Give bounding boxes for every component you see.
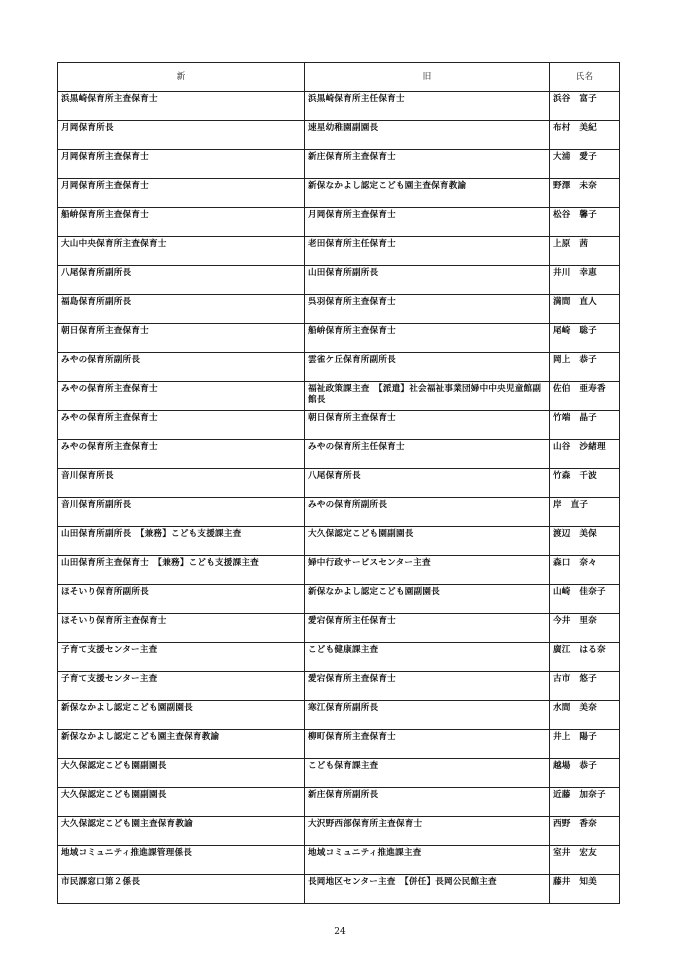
cell-new-position: 地域コミュニティ推進課管理係長	[58, 846, 305, 875]
cell-new-position: 新保なかよし認定こども園副園長	[58, 701, 305, 730]
cell-new-position: 音川保育所副所長	[58, 498, 305, 527]
cell-new-position: みやの保育所主査保育士	[58, 440, 305, 469]
cell-person-name: 山谷 沙緒理	[550, 440, 620, 469]
table-row	[58, 324, 620, 353]
table-row	[58, 237, 620, 266]
cell-new-position: 大久保認定こども園主査保育教諭	[58, 817, 305, 846]
cell-old-position: 愛宕保育所主任保育士	[305, 614, 550, 643]
cell-new-position: 朝日保育所主査保育士	[58, 324, 305, 353]
cell-person-name: 今井 里奈	[550, 614, 620, 643]
cell-person-name: 森口 奈々	[550, 556, 620, 585]
table-row	[58, 759, 620, 788]
cell-new-position: みやの保育所主査保育士	[58, 382, 305, 411]
table-row	[58, 643, 620, 672]
cell-old-position: 船峅保育所主査保育士	[305, 324, 550, 353]
table-row	[58, 469, 620, 498]
table-row	[58, 382, 620, 411]
cell-old-position: 山田保育所副所長	[305, 266, 550, 295]
table-row	[58, 527, 620, 556]
table-row	[58, 846, 620, 875]
cell-old-position: 婦中行政サービスセンター主査	[305, 556, 550, 585]
cell-old-position: 月岡保育所主査保育士	[305, 208, 550, 237]
cell-person-name: 藤井 知美	[550, 875, 620, 904]
cell-person-name: 竹森 千波	[550, 469, 620, 498]
cell-person-name: 野澤 未奈	[550, 179, 620, 208]
cell-new-position: みやの保育所副所長	[58, 353, 305, 382]
cell-new-position: 船峅保育所主査保育士	[58, 208, 305, 237]
table-row	[58, 614, 620, 643]
table-row	[58, 788, 620, 817]
cell-person-name: 井上 陽子	[550, 730, 620, 759]
cell-person-name: 水間 美奈	[550, 701, 620, 730]
cell-person-name: 山崎 佳奈子	[550, 585, 620, 614]
cell-person-name: 佐伯 亜寿香	[550, 382, 620, 411]
cell-new-position: 月岡保育所主査保育士	[58, 179, 305, 208]
table-row	[58, 295, 620, 324]
personnel-table	[57, 62, 620, 904]
cell-person-name: 満間 直人	[550, 295, 620, 324]
cell-new-position: 市民課窓口第２係長	[58, 875, 305, 904]
cell-person-name: 近藤 加奈子	[550, 788, 620, 817]
table-row	[58, 817, 620, 846]
cell-old-position: みやの保育所副所長	[305, 498, 550, 527]
cell-old-position: 新庄保育所副所長	[305, 788, 550, 817]
cell-old-position: 呉羽保育所主査保育士	[305, 295, 550, 324]
table-row	[58, 208, 620, 237]
table-row	[58, 440, 620, 469]
cell-person-name: 渡辺 美保	[550, 527, 620, 556]
table-row	[58, 498, 620, 527]
cell-old-position: 大沢野西部保育所主査保育士	[305, 817, 550, 846]
table-row	[58, 585, 620, 614]
table-row	[58, 179, 620, 208]
cell-new-position: 子育て支援センター主査	[58, 672, 305, 701]
cell-person-name: 古市 悠子	[550, 672, 620, 701]
cell-old-position: 浜黒崎保育所主任保育士	[305, 92, 550, 121]
table-body	[58, 92, 620, 904]
cell-old-position: 地域コミュニティ推進課主査	[305, 846, 550, 875]
cell-old-position: 新庄保育所主査保育士	[305, 150, 550, 179]
cell-old-position: 老田保育所主任保育士	[305, 237, 550, 266]
table-row	[58, 92, 620, 121]
cell-old-position: 雲雀ケ丘保育所副所長	[305, 353, 550, 382]
table-row	[58, 266, 620, 295]
header-name: 氏名	[550, 63, 620, 92]
cell-old-position: 長岡地区センター主査 【併任】長岡公民館主査	[305, 875, 550, 904]
cell-person-name: 上原 茜	[550, 237, 620, 266]
cell-person-name: 越場 恭子	[550, 759, 620, 788]
personnel-table-container	[57, 62, 619, 904]
cell-person-name: 岸 直子	[550, 498, 620, 527]
table-row	[58, 121, 620, 150]
cell-old-position: 速星幼稚園副園長	[305, 121, 550, 150]
table-row	[58, 353, 620, 382]
cell-old-position: 柳町保育所主査保育士	[305, 730, 550, 759]
cell-person-name: 浜谷 富子	[550, 92, 620, 121]
header-new: 新	[58, 63, 305, 92]
cell-person-name: 西野 香奈	[550, 817, 620, 846]
header-old: 旧	[305, 63, 550, 92]
cell-person-name: 竹端 晶子	[550, 411, 620, 440]
cell-person-name: 松谷 馨子	[550, 208, 620, 237]
table-row	[58, 556, 620, 585]
cell-person-name: 井川 幸恵	[550, 266, 620, 295]
cell-new-position: 月岡保育所長	[58, 121, 305, 150]
cell-new-position: 音川保育所長	[58, 469, 305, 498]
cell-person-name: 廣江 はる奈	[550, 643, 620, 672]
table-row	[58, 150, 620, 179]
cell-old-position: 大久保認定こども園副園長	[305, 527, 550, 556]
cell-old-position: 新保なかよし認定こども園主査保育教諭	[305, 179, 550, 208]
cell-person-name: 大浦 愛子	[550, 150, 620, 179]
cell-new-position: ほそいり保育所主査保育士	[58, 614, 305, 643]
cell-old-position: 福祉政策課主査 【派遣】社会福祉事業団婦中中央児童館副館長	[305, 382, 550, 411]
cell-new-position: 福島保育所副所長	[58, 295, 305, 324]
cell-new-position: 八尾保育所副所長	[58, 266, 305, 295]
cell-new-position: 月岡保育所主査保育士	[58, 150, 305, 179]
table-row	[58, 701, 620, 730]
cell-person-name: 室井 宏友	[550, 846, 620, 875]
cell-new-position: 浜黒崎保育所主査保育士	[58, 92, 305, 121]
cell-new-position: 山田保育所主査保育士 【兼務】こども支援課主査	[58, 556, 305, 585]
cell-person-name: 岡上 恭子	[550, 353, 620, 382]
cell-old-position: 寒江保育所副所長	[305, 701, 550, 730]
table-row	[58, 875, 620, 904]
cell-new-position: 山田保育所副所長 【兼務】こども支援課主査	[58, 527, 305, 556]
cell-old-position: 八尾保育所長	[305, 469, 550, 498]
cell-person-name: 布村 美紀	[550, 121, 620, 150]
cell-old-position: こども健康課主査	[305, 643, 550, 672]
cell-old-position: 新保なかよし認定こども園副園長	[305, 585, 550, 614]
table-row	[58, 411, 620, 440]
table-row	[58, 730, 620, 759]
table-header-row	[58, 63, 620, 92]
cell-new-position: 大久保認定こども園副園長	[58, 759, 305, 788]
cell-old-position: 愛宕保育所主査保育士	[305, 672, 550, 701]
cell-new-position: 大山中央保育所主査保育士	[58, 237, 305, 266]
table-row	[58, 672, 620, 701]
page-number: 24	[334, 927, 346, 937]
cell-new-position: ほそいり保育所副所長	[58, 585, 305, 614]
cell-new-position: 大久保認定こども園副園長	[58, 788, 305, 817]
cell-person-name: 尾崎 聡子	[550, 324, 620, 353]
cell-new-position: みやの保育所主査保育士	[58, 411, 305, 440]
cell-old-position: 朝日保育所主査保育士	[305, 411, 550, 440]
cell-old-position: みやの保育所主任保育士	[305, 440, 550, 469]
cell-new-position: 子育て支援センター主査	[58, 643, 305, 672]
cell-old-position: こども保育課主査	[305, 759, 550, 788]
cell-new-position: 新保なかよし認定こども園主査保育教諭	[58, 730, 305, 759]
